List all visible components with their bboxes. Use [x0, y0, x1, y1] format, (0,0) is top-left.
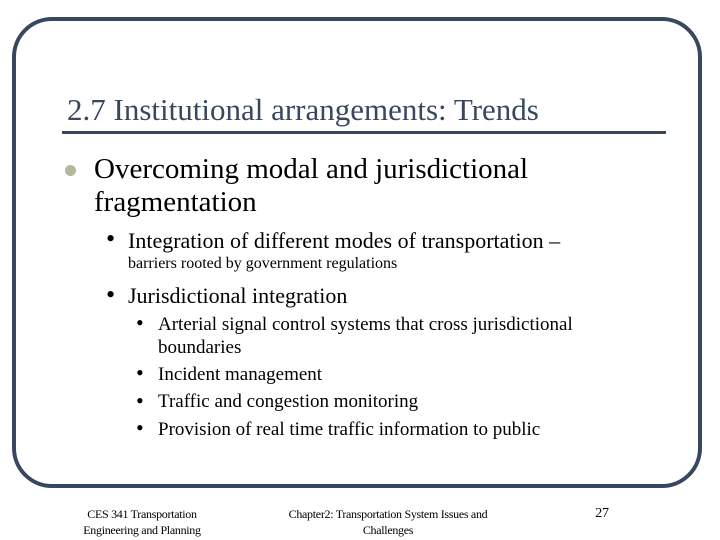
footer-chapter-line2: Challenges — [362, 523, 414, 537]
footer-course-line1: CES 341 Transportation — [87, 507, 197, 521]
sub-bullet-icon: • — [106, 280, 116, 309]
main-bullet-icon — [65, 165, 76, 176]
item-traffic-monitoring: Traffic and congestion monitoring — [158, 391, 419, 412]
main-point: Overcoming modal and jurisdictional fragmentation — [94, 153, 529, 218]
item-bullet-icon: • — [136, 310, 144, 335]
page-number: 27 — [595, 506, 609, 521]
sub-point-modes-continuation: barriers rooted by government regulations — [128, 255, 398, 272]
item-incident-management: Incident management — [158, 364, 323, 385]
item-bullet-icon: • — [136, 388, 144, 413]
sub-bullet-icon: • — [106, 224, 116, 253]
item-arterial-signal-continuation: boundaries — [158, 337, 242, 358]
footer-course-line2: Engineering and Planning — [83, 523, 201, 537]
sub-point-jurisdictional: Jurisdictional integration — [128, 283, 348, 308]
item-bullet-icon: • — [136, 415, 144, 440]
footer-chapter — [268, 506, 508, 538]
item-real-time-info: Provision of real time traffic information to public — [158, 419, 541, 440]
footer-chapter-line1: Chapter2: Transportation System Issues and — [288, 507, 488, 521]
footer-course — [72, 506, 212, 538]
item-bullet-icon: • — [136, 360, 144, 385]
item-arterial-signal: Arterial signal control systems that cross jurisdictional — [158, 314, 573, 335]
slide-title: 2.7 Institutional arrangements: Trends — [67, 92, 539, 127]
title-underline — [62, 131, 666, 134]
sub-point-modes: Integration of different modes of transportation – — [128, 228, 561, 253]
